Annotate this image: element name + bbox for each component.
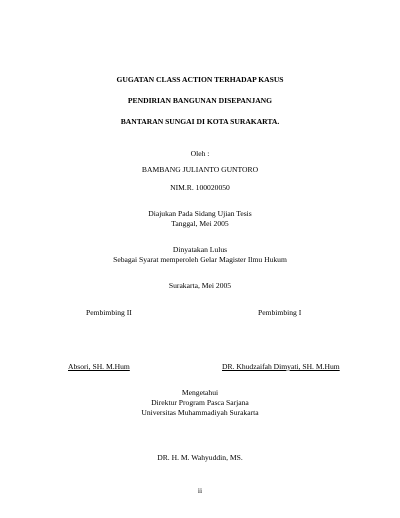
page-number: ii [197, 486, 203, 495]
supervisor-1-label: Pembimbing I [258, 308, 302, 317]
by-label: Oleh : [190, 149, 210, 158]
title-line-1: GUGATAN CLASS ACTION TERHADAP KASUS [116, 75, 284, 84]
submission-line-2: Tanggal, Mei 2005 [171, 219, 229, 228]
supervisor-2-name: Absori, SH. M.Hum [68, 362, 130, 371]
title-line-3: BANTARAN SUNGAI DI KOTA SURAKARTA. [120, 117, 280, 126]
author-name: BAMBANG JULIANTO GUNTORO [141, 165, 259, 174]
title-line-2: PENDIRIAN BANGUNAN DISEPANJANG [127, 96, 273, 105]
supervisor-1-name: DR. Khudzaifah Dimyati, SH. M.Hum [222, 362, 340, 371]
author-nim: NIM.R. 100020050 [170, 183, 230, 192]
declaration-line-2: Sebagai Syarat memperoleh Gelar Magister Ilmu Hukum [113, 255, 287, 264]
submission-line-1: Diajukan Pada Sidang Ujian Tesis [148, 209, 252, 218]
approval-signatory: DR. H. M. Wahyuddin, MS. [157, 453, 243, 462]
approval-line-1: Mengetahui [181, 388, 219, 397]
place-date: Surakarta, Mei 2005 [168, 281, 232, 290]
approval-line-3: Universitas Muhammadiyah Surakarta [141, 408, 259, 417]
declaration-line-1: Dinyatakan Lulus [172, 245, 228, 254]
approval-line-2: Direktur Program Pasca Sarjana [151, 398, 249, 407]
supervisor-2-label: Pembimbing II [86, 308, 132, 317]
